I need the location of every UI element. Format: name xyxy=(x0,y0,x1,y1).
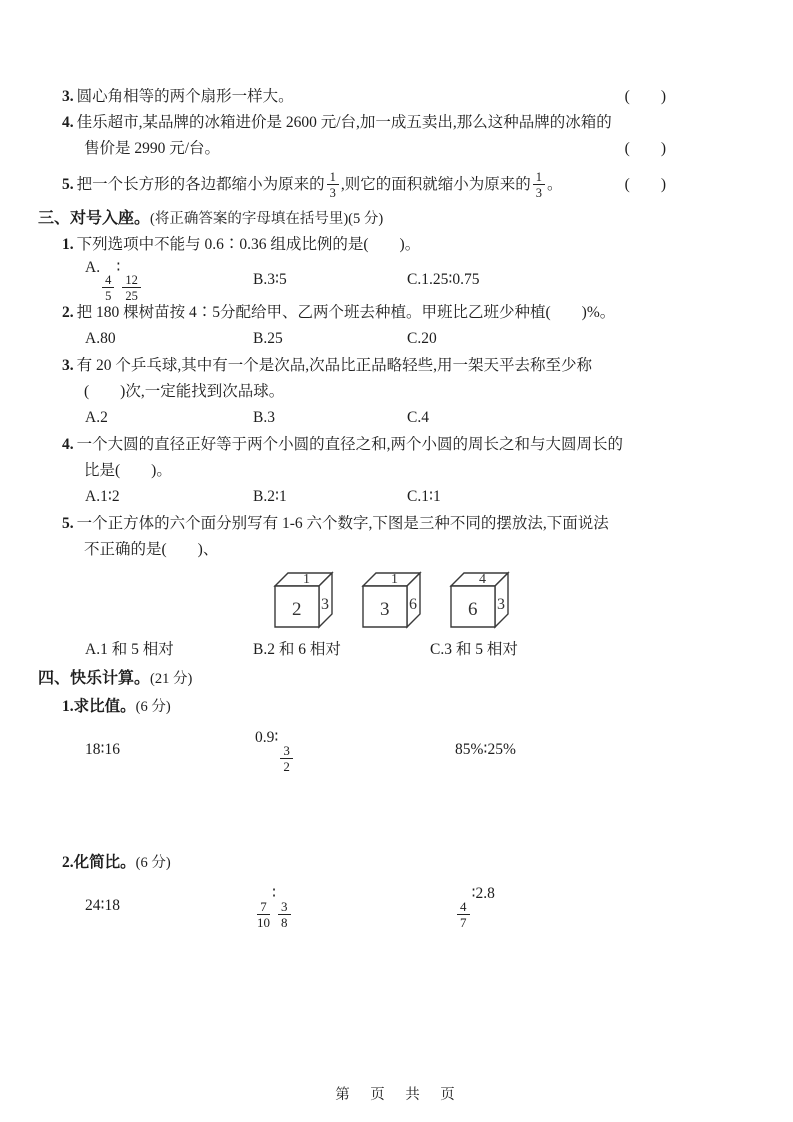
problem-3-suffix: ∶2.8 xyxy=(471,885,495,903)
problem-1: 24∶18 xyxy=(85,897,121,914)
option-c: C.1.25∶0.75 xyxy=(407,270,480,288)
question-text: ( )次,一定能找到次品球。 xyxy=(84,383,285,400)
cube-drawing xyxy=(446,567,518,633)
problem-3 xyxy=(455,881,495,930)
option-a: A.1 和 5 相对 xyxy=(85,641,174,658)
subsection-2-title xyxy=(62,850,793,876)
option-b: B.3 xyxy=(253,409,275,426)
problem-3: 85%∶25% xyxy=(455,741,516,758)
question-3-options xyxy=(85,405,793,430)
question-text: 一个大圆的直径正好等于两个小圆的直径之和,两个小圆的周长之和与大圆周长的 xyxy=(76,436,624,453)
question-number: 4. xyxy=(62,436,74,453)
fraction-numerator: 7 xyxy=(257,900,270,916)
option-c: C.3 和 5 相对 xyxy=(430,641,518,658)
fraction xyxy=(122,273,141,303)
option-b: B.2 和 6 相对 xyxy=(253,641,341,658)
fraction-denominator: 2 xyxy=(283,759,290,775)
cube-figures xyxy=(270,567,793,633)
cube-figure-1 xyxy=(270,567,342,633)
fraction-numerator: 1 xyxy=(327,170,339,185)
fraction xyxy=(257,900,270,931)
question-2-options xyxy=(85,326,793,351)
cube-front-number: 3 xyxy=(380,599,390,620)
item-number: 4. xyxy=(62,114,74,131)
question-5-line1 xyxy=(62,511,793,537)
item-text: 售价是 2990 元/台。 xyxy=(84,140,221,157)
option-b: B.2∶1 xyxy=(253,488,287,505)
fraction-denominator: 8 xyxy=(281,915,288,931)
option-c: C.1∶1 xyxy=(407,488,441,505)
question-1-options xyxy=(85,259,793,303)
section-title: 三、对号入座。 xyxy=(38,210,151,227)
option-b: B.3∶5 xyxy=(253,270,287,288)
fraction xyxy=(533,170,545,200)
cube-top-number: 1 xyxy=(303,572,310,587)
question-2 xyxy=(62,300,793,326)
fraction xyxy=(280,744,293,775)
option-a: A.1∶2 xyxy=(85,488,120,505)
fraction xyxy=(278,900,291,931)
option-label: A. xyxy=(85,259,101,277)
cube-top-number: 4 xyxy=(479,572,486,587)
simplify-ratio-problems xyxy=(85,884,793,931)
question-text: 下列选项中不能与 0.6∶0.36 组成比例的是( )。 xyxy=(76,236,421,253)
fraction-numerator: 4 xyxy=(102,273,114,288)
cube-right-number: 3 xyxy=(497,596,505,613)
answer-paren: ( ) xyxy=(624,176,666,193)
fraction-numerator: 3 xyxy=(278,900,291,916)
question-text: 一个正方体的六个面分别写有 1-6 六个数字,下图是三种不同的摆放法,下面说法 xyxy=(76,515,609,532)
tf-item-4-line1 xyxy=(62,110,793,136)
fraction-numerator: 1 xyxy=(533,170,545,185)
question-4-line1 xyxy=(62,432,793,458)
option-a: A.2 xyxy=(85,409,108,426)
fraction-denominator: 3 xyxy=(535,186,543,200)
question-number: 5. xyxy=(62,515,74,532)
problem-2-prefix: 0.9∶ xyxy=(255,729,279,747)
fraction-numerator: 3 xyxy=(280,744,293,760)
question-text: 把 180 棵树苗按 4∶5分配给甲、乙两个班去种植。甲班比乙班少种植( )%。 xyxy=(76,304,616,321)
ratio-value-problems xyxy=(85,728,793,775)
subsection-score: (6 分) xyxy=(135,699,171,715)
item-text: 把一个长方形的各边都缩小为原来的 xyxy=(76,176,325,193)
section-score: (21 分) xyxy=(150,671,193,687)
fraction-numerator: 12 xyxy=(122,273,141,288)
spacer xyxy=(294,84,625,110)
fraction-denominator: 25 xyxy=(125,288,138,303)
cube-figure-3 xyxy=(446,567,518,633)
fraction xyxy=(457,900,470,931)
fraction-denominator: 10 xyxy=(257,915,270,931)
fraction-denominator: 5 xyxy=(105,288,112,303)
option-b: B.25 xyxy=(253,330,283,347)
problem-2 xyxy=(255,725,455,774)
subsection-name: 求比值。 xyxy=(73,698,136,715)
cube-front-number: 2 xyxy=(292,599,302,620)
subsection-number: 2. xyxy=(62,854,74,871)
subsection-name: 化简比。 xyxy=(73,854,136,871)
cube-right-number: 3 xyxy=(321,596,329,613)
subsection-1-title xyxy=(62,694,793,720)
item-text: 。 xyxy=(547,176,563,193)
ratio-colon: ∶ xyxy=(272,885,277,903)
answer-paren: ( ) xyxy=(624,88,666,105)
tf-item-3 xyxy=(62,84,666,110)
section-3-heading xyxy=(38,206,793,232)
question-4-line2 xyxy=(84,458,793,484)
problem-2 xyxy=(255,881,455,930)
section-note: (将正确答案的字母填在括号里)(5 分) xyxy=(150,211,384,227)
option-c: C.4 xyxy=(407,409,429,426)
question-text: 比是( )。 xyxy=(84,462,172,479)
item-text: 圆心角相等的两个扇形一样大。 xyxy=(76,88,294,105)
fraction-numerator: 4 xyxy=(457,900,470,916)
section-title: 四、快乐计算。 xyxy=(38,670,151,687)
ratio-colon: ∶ xyxy=(116,259,121,277)
fraction-denominator: 3 xyxy=(329,186,336,200)
cube-front-number: 6 xyxy=(468,599,478,620)
item-text: 佳乐超市,某品牌的冰箱进价是 2600 元/台,加一成五卖出,那么这种品牌的冰箱的 xyxy=(76,114,612,131)
section-4-heading xyxy=(38,666,793,692)
question-5-line2 xyxy=(84,537,793,563)
item-text: ,则它的面积就缩小为原来的 xyxy=(340,176,531,193)
question-4-options xyxy=(85,484,793,509)
tf-item-5 xyxy=(62,166,666,204)
question-5-options xyxy=(85,637,793,662)
option-a xyxy=(85,255,253,303)
option-c: C.20 xyxy=(407,330,437,347)
cube-drawing xyxy=(270,567,342,633)
subsection-score: (6 分) xyxy=(135,855,171,871)
cube-figure-2 xyxy=(358,567,430,633)
fraction-denominator: 7 xyxy=(460,915,467,931)
cube-top-number: 1 xyxy=(391,572,398,587)
answer-paren: ( ) xyxy=(624,140,666,157)
question-text: 不正确的是( )、 xyxy=(84,541,219,558)
question-3-line1 xyxy=(62,353,793,379)
fraction xyxy=(102,273,114,303)
item-number: 3. xyxy=(62,88,74,105)
tf-item-4-line2 xyxy=(84,136,666,162)
question-number: 1. xyxy=(62,236,74,253)
fraction xyxy=(327,170,339,200)
subsection-number: 1. xyxy=(62,698,74,715)
item-number: 5. xyxy=(62,176,74,193)
question-text: 有 20 个乒乓球,其中有一个是次品,次品比正品略轻些,用一架天平去称至少称 xyxy=(76,357,593,374)
cube-drawing xyxy=(358,567,430,633)
question-number: 2. xyxy=(62,304,74,321)
problem-1: 18∶16 xyxy=(85,741,121,758)
cube-right-number: 6 xyxy=(409,596,417,613)
spacer xyxy=(220,136,625,162)
page-footer: 第 页 共 页 xyxy=(335,1087,458,1103)
question-number: 3. xyxy=(62,357,74,374)
option-a: A.80 xyxy=(85,330,116,347)
question-3-line2 xyxy=(84,379,793,405)
